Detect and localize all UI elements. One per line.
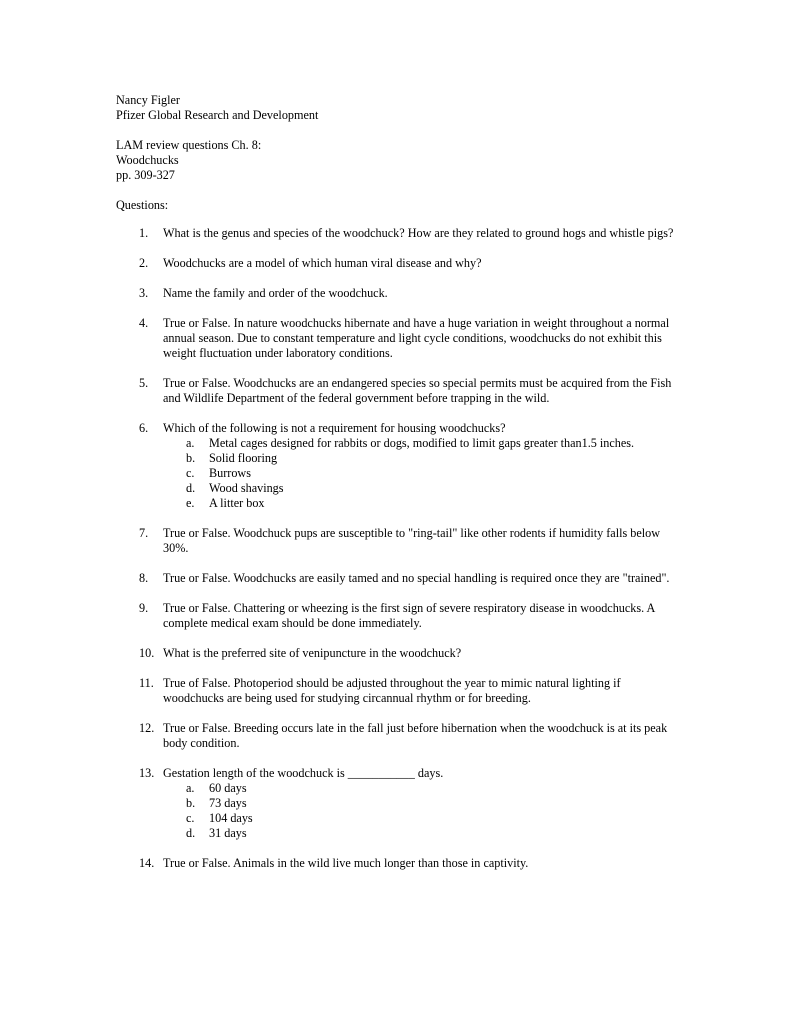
questions-heading: Questions: — [116, 198, 169, 212]
option-letter: b. — [186, 451, 196, 465]
question-item — [0, 376, 791, 406]
question-item — [0, 676, 791, 706]
question-number: 10. — [139, 646, 155, 660]
option-text: 104 days — [209, 811, 253, 825]
question-text: Woodchucks are a model of which human viral disease and why? — [163, 256, 482, 270]
question-text: What is the preferred site of venipuncture in the woodchuck? — [163, 646, 462, 660]
answer-options — [0, 781, 791, 841]
answer-option — [0, 826, 791, 841]
question-number: 9. — [139, 601, 149, 615]
answer-option — [0, 496, 791, 511]
question-number: 3. — [139, 286, 149, 300]
question-item — [0, 286, 791, 301]
question-item — [0, 571, 791, 586]
question-text: Which of the following is not a requirement for housing woodchucks? — [163, 421, 506, 435]
question-text: True or False. Chattering or wheezing is the first sign of severe respiratory disease in woodchucks. A complete medical exam should be done immediately. — [163, 601, 655, 630]
question-item — [0, 526, 791, 556]
question-text: True or False. Woodchuck pups are susceptible to "ring-tail" like other rodents if humidity falls below 30%. — [163, 526, 661, 555]
question-item — [0, 316, 791, 361]
option-letter: a. — [186, 436, 195, 450]
question-number: 1. — [139, 226, 149, 240]
question-number: 13. — [139, 766, 155, 780]
answer-options — [0, 436, 791, 511]
question-item — [0, 256, 791, 271]
question-text: True or False. In nature woodchucks hibernate and have a huge variation in weight throughout a normal annual season. Due to constant temperature and light cycle conditions, woodchucks do not exhibit this weight fluctuation under laboratory conditions. — [163, 316, 670, 360]
answer-option — [0, 481, 791, 496]
question-text: True or False. Animals in the wild live much longer than those in captivity. — [163, 856, 529, 870]
question-number: 7. — [139, 526, 149, 540]
answer-option — [0, 436, 791, 451]
option-letter: c. — [186, 811, 195, 825]
question-item — [0, 721, 791, 751]
option-letter: c. — [186, 466, 195, 480]
review-title: LAM review questions Ch. 8: — [116, 138, 262, 152]
option-text: Burrows — [209, 466, 251, 480]
topic-title: Woodchucks — [116, 153, 179, 167]
question-text: Gestation length of the woodchuck is ___________ days. — [163, 766, 444, 780]
question-number: 12. — [139, 721, 155, 735]
question-item — [0, 421, 791, 511]
option-letter: e. — [186, 496, 195, 510]
answer-option — [0, 781, 791, 796]
question-number: 14. — [139, 856, 155, 870]
option-letter: b. — [186, 796, 196, 810]
question-item — [0, 601, 791, 631]
answer-option — [0, 466, 791, 481]
question-text: True or False. Woodchucks are easily tamed and no special handling is required once they are "trained". — [163, 571, 670, 585]
question-item — [0, 226, 791, 241]
option-letter: d. — [186, 826, 196, 840]
question-number: 4. — [139, 316, 149, 330]
answer-option — [0, 451, 791, 466]
page-range: pp. 309-327 — [116, 168, 175, 182]
question-text: True of False. Photoperiod should be adjusted throughout the year to mimic natural lighting if woodchucks are being used for studying circannual rhythm or for breeding. — [163, 676, 621, 705]
question-text: True or False. Breeding occurs late in the fall just before hibernation when the woodchuck is at its peak body condition. — [163, 721, 668, 750]
question-item — [0, 766, 791, 841]
question-number: 8. — [139, 571, 149, 585]
option-text: A litter box — [209, 496, 265, 510]
option-text: Metal cages designed for rabbits or dogs, modified to limit gaps greater than1.5 inches. — [209, 436, 635, 450]
question-item — [0, 646, 791, 661]
question-number: 2. — [139, 256, 149, 270]
question-item — [0, 856, 791, 871]
question-number: 6. — [139, 421, 149, 435]
question-text: True or False. Woodchucks are an endangered species so special permits must be acquired from the Fish and Wildlife Department of the federal government before trapping in the wild. — [163, 376, 672, 405]
option-text: 73 days — [209, 796, 247, 810]
option-text: Wood shavings — [209, 481, 284, 495]
answer-option — [0, 796, 791, 811]
option-text: 31 days — [209, 826, 247, 840]
option-text: 60 days — [209, 781, 247, 795]
question-text: Name the family and order of the woodchuck. — [163, 286, 388, 300]
option-text: Solid flooring — [209, 451, 278, 465]
organization-name: Pfizer Global Research and Development — [116, 108, 319, 122]
question-text: What is the genus and species of the woodchuck? How are they related to ground hogs and whistle pigs? — [163, 226, 674, 240]
question-number: 11. — [139, 676, 154, 690]
answer-option — [0, 811, 791, 826]
option-letter: a. — [186, 781, 195, 795]
author-name: Nancy Figler — [116, 93, 180, 107]
document-header — [116, 93, 318, 213]
question-number: 5. — [139, 376, 149, 390]
option-letter: d. — [186, 481, 196, 495]
question-list — [0, 226, 791, 886]
